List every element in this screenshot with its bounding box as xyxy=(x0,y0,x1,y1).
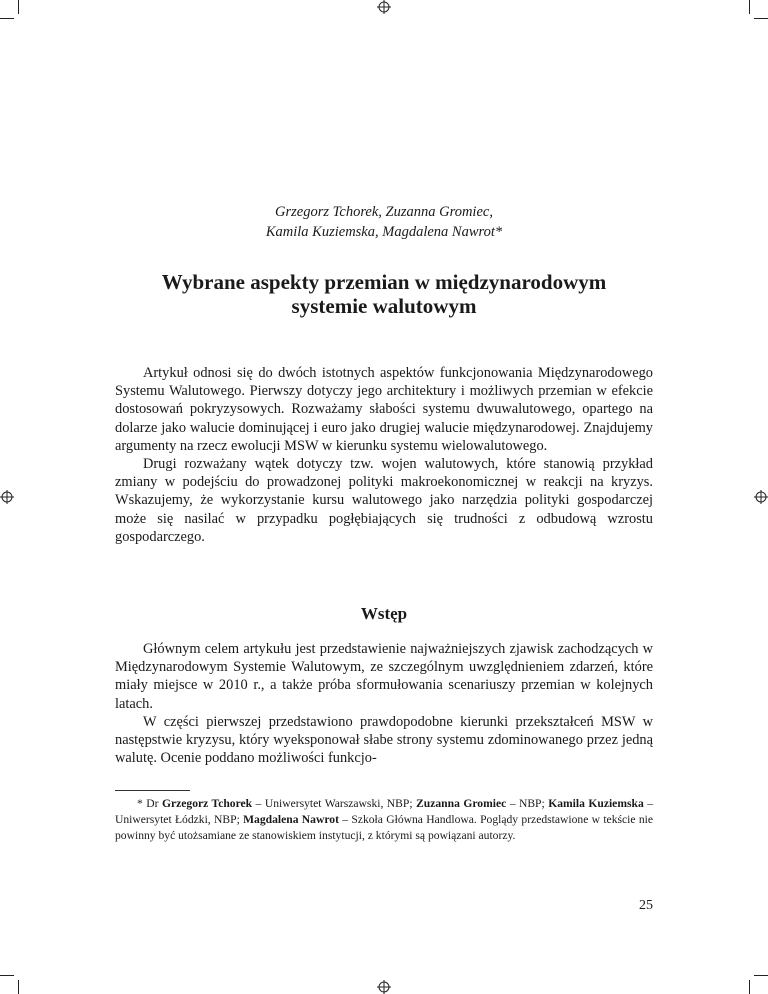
page-number: 25 xyxy=(639,898,653,913)
body-paragraph: Głównym celem artykułu jest przedstawienie najważniejszych zjawisk zachodzących w Międzynarodowym Systemie Walutowym, ze szczególnym uwzględnieniem zdarzeń, które miały miejsce w 2010 r., a także próba sformułowania scenariuszy przemian w kolejnych latach. xyxy=(115,641,653,712)
author-name: Magdalena Nawrot xyxy=(243,813,339,826)
title-line: Wybrane aspekty przemian w międzynarodowym xyxy=(161,270,607,294)
title-line: systemie walutowym xyxy=(291,294,477,318)
authors-line: Kamila Kuziemska, Magdalena Nawrot* xyxy=(265,224,503,240)
registration-mark-icon xyxy=(754,490,768,504)
paper-title xyxy=(90,270,678,318)
registration-mark-icon xyxy=(377,0,391,14)
crop-mark xyxy=(754,975,768,976)
author-name: Kamila Kuziemska xyxy=(548,797,644,810)
authors-line: Grzegorz Tchorek, Zuzanna Gromiec, xyxy=(275,204,493,220)
footnote-rule xyxy=(115,790,190,791)
affiliation: – Uniwersytet Łódzki, NBP; xyxy=(115,797,653,826)
abstract-paragraph: Artykuł odnosi się do dwóch istotnych aspektów funkcjonowania Międzynarodowego Systemu Walutowego. Pierwszy dotyczy jego architektury i możliwych przemian w efekcie dostosowań pokryzysowych. Rozważamy słabości systemu dwuwalutowego, opartego na dolarze jako walucie dominującej i euro jako drugiej walucie międzynarodowej. Znajdujemy argumenty na rzecz ewolucji MSW w kierunku systemu wielowalutowego. xyxy=(115,365,653,454)
crop-mark xyxy=(18,980,19,994)
affiliation: – Uniwersytet Warszawski, NBP; xyxy=(252,797,417,810)
registration-mark-icon xyxy=(377,980,391,994)
footnote-marker: * Dr xyxy=(137,797,162,810)
footnote xyxy=(115,796,653,844)
author-name: Grzegorz Tchorek xyxy=(161,797,253,810)
crop-mark xyxy=(0,18,14,19)
abstract-paragraph: Drugi rozważany wątek dotyczy tzw. wojen walutowych, które stanowią przykład zmiany w podejściu do prowadzonej polityki makroekonomicznej w reakcji na kryzys. Wskazujemy, że wykorzystanie kursu walutowego jako narzędzia polityki gospodarczej może się nasilać w przypadku pogłębiających się trudności z odbudową wzrostu gospodarczego. xyxy=(115,456,653,545)
affiliation: – Szkoła Główna Handlowa. Poglądy przedstawione w tekście nie powinny być utożsamiane ze stanowiskiem instytucji, z którymi są powiązani autorzy. xyxy=(115,813,653,842)
section-heading: Wstęp xyxy=(360,604,408,623)
abstract xyxy=(115,364,653,546)
authors xyxy=(0,202,768,242)
author-name: Zuzanna Gromiec xyxy=(416,797,507,810)
body-paragraph: W części pierwszej przedstawiono prawdopodobne kierunki przekształceń MSW w następstwie kryzysu, który wyeksponował słabe strony systemu zdominowanego przez jedną walutę. Ocenie poddano możliwości funkcjo- xyxy=(115,713,653,767)
registration-mark-icon xyxy=(0,490,14,504)
crop-mark xyxy=(749,980,750,994)
section-body xyxy=(115,640,653,767)
affiliation: – NBP; xyxy=(506,797,549,810)
crop-mark xyxy=(18,0,19,14)
crop-mark xyxy=(0,975,14,976)
crop-mark xyxy=(754,18,768,19)
crop-mark xyxy=(749,0,750,14)
